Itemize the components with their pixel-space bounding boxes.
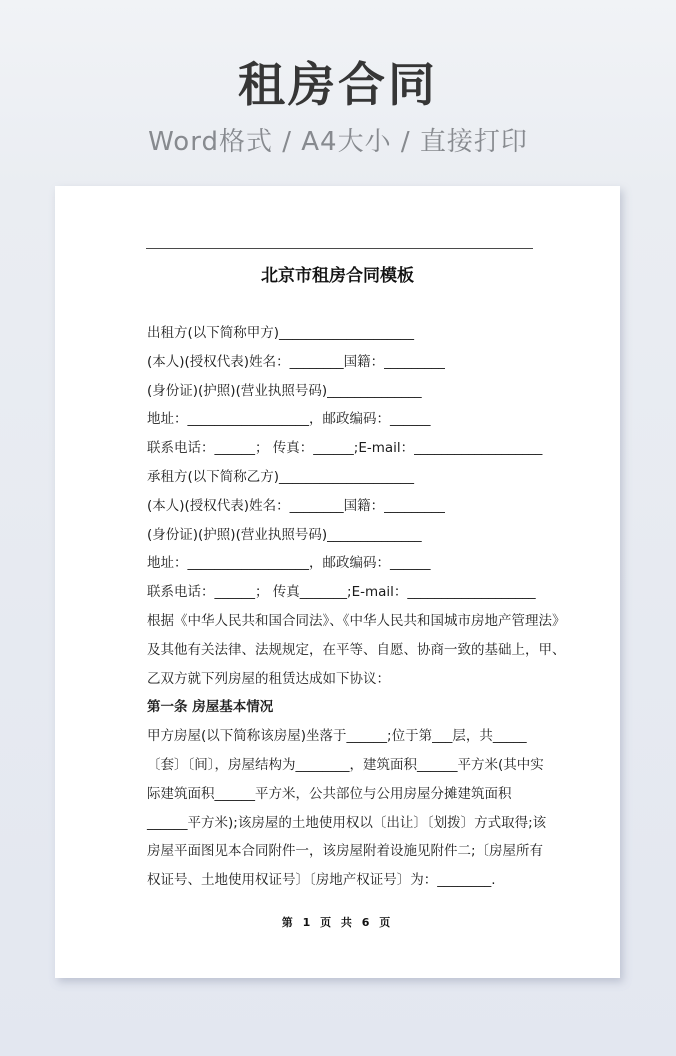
document-page <box>55 186 620 978</box>
contract-section-heading: 第一条 房屋基本情况 <box>147 699 274 716</box>
contract-line: 地址：__________________，邮政编码：______ <box>147 411 431 428</box>
contract-line: (身份证)(护照)(营业执照号码)______________ <box>147 526 422 543</box>
contract-line: 地址：__________________，邮政编码：______ <box>147 555 431 572</box>
document-divider-line <box>146 248 533 249</box>
page-title: 租房合同 <box>238 58 438 113</box>
document-title: 北京市租房合同模板 <box>261 266 414 286</box>
page-subtitle: Word格式 / A4大小 / 直接打印 <box>148 126 528 157</box>
contract-line: 联系电话：______； 传真_______;E-mail：___________________ <box>147 584 536 601</box>
contract-line: 甲方房屋(以下简称该房屋)坐落于______;位于第___层，共_____ <box>147 728 527 745</box>
page-number-footer: 第 1 页 共 6 页 <box>281 916 394 929</box>
contract-line: 权证号、土地使用权证号〕〔房地产权证号〕为：________. <box>147 872 496 889</box>
contract-line: (本人)(授权代表)姓名：________国籍：_________ <box>147 353 445 370</box>
document-body <box>147 319 566 895</box>
contract-line: (身份证)(护照)(营业执照号码)______________ <box>147 382 422 399</box>
contract-line: 根据《中华人民共和国合同法》、《中华人民共和国城市房地产管理法》 <box>147 612 566 629</box>
contract-line: 出租方(以下简称甲方)____________________ <box>147 325 415 341</box>
contract-line: 联系电话：______； 传真：______;E-mail：___________________ <box>147 440 543 457</box>
contract-line: 承租方(以下简称乙方)____________________ <box>147 468 415 485</box>
header-banner <box>0 0 676 158</box>
contract-line: ______平方米);该房屋的土地使用权以〔出让〕〔划拨〕方式取得;该 <box>147 814 547 831</box>
contract-line: 际建筑面积______平方米，公共部位与公用房屋分摊建筑面积 <box>147 785 512 802</box>
contract-line: 〔套〕〔间〕，房屋结构为________，建筑面积______平方米(其中实 <box>147 756 544 773</box>
contract-line: 及其他有关法律、法规规定，在平等、自愿、协商一致的基础上，甲、 <box>147 641 566 658</box>
contract-line: (本人)(授权代表)姓名：________国籍：_________ <box>147 497 445 514</box>
contract-line: 房屋平面图见本合同附件一，该房屋附着设施见附件二;〔房屋所有 <box>147 843 544 860</box>
contract-line: 乙双方就下列房屋的租赁达成如下协议： <box>147 670 390 687</box>
